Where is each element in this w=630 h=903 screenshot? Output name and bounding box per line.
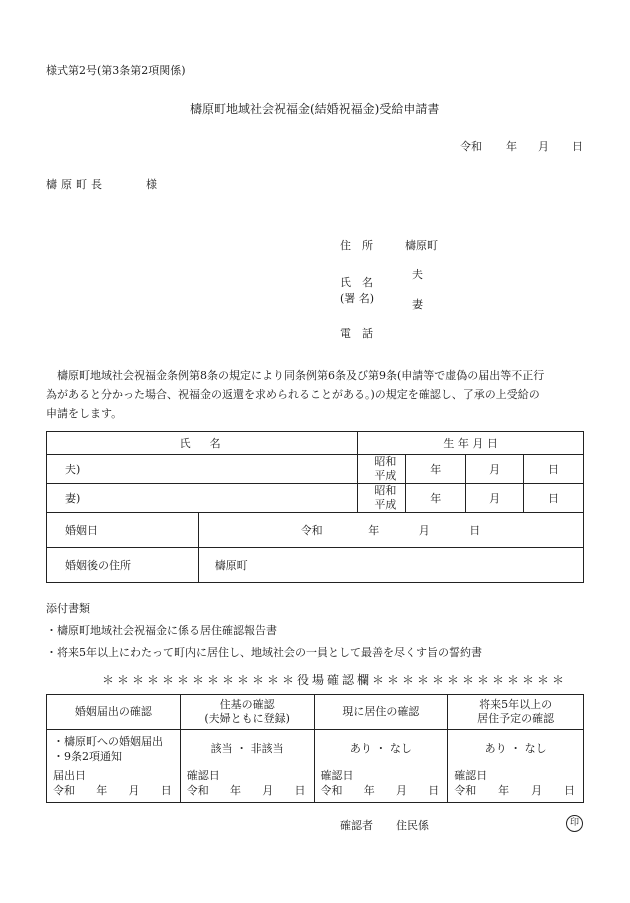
table-row (47, 484, 584, 513)
date-label: 届出日 (53, 769, 86, 782)
office-banner: ＊＊＊＊＊＊＊＊＊＊＊＊＊役場確認欄＊＊＊＊＊＊＊＊＊＊＊＊＊ (102, 673, 568, 687)
registry-choice[interactable]: 該当 ・ 非該当 (210, 742, 284, 755)
name-label: 氏 名 (340, 276, 373, 289)
name-header: 氏 名 (47, 432, 358, 455)
confirmer-dept: 住民係 (396, 819, 429, 832)
husband-name-cell[interactable]: 夫) (47, 455, 358, 484)
wife-month-cell[interactable]: 月 (466, 484, 524, 513)
marriage-date-cell[interactable] (198, 513, 583, 548)
office-body-row (47, 730, 584, 803)
date-year: 年 (506, 140, 517, 153)
addressee-name: 檮原町長 (46, 178, 106, 191)
date-row: 令和 年 月 日 (53, 784, 172, 797)
header-marriage-check: 婚姻届出の確認 (47, 695, 181, 730)
form-number: 様式第2号(第3条第2項関係) (46, 64, 186, 77)
era-option: 平成 (374, 469, 397, 482)
body-line: 申請をします。 (46, 407, 123, 420)
address-after-label: 婚姻後の住所 (47, 548, 199, 583)
wife-year-cell[interactable]: 年 (406, 484, 466, 513)
addressee-honorific: 様 (146, 178, 157, 191)
era-option: 昭和 (374, 484, 397, 497)
table-header-row (47, 432, 584, 455)
table-row (47, 548, 584, 583)
wife-era-cell (358, 484, 406, 513)
date-month: 月 (538, 140, 549, 153)
wife-name-cell[interactable]: 妻) (47, 484, 358, 513)
office-header-row (47, 695, 584, 730)
date-era: 令和 (460, 140, 482, 153)
date-row: 令和 年 月 日 (320, 784, 440, 797)
residence-registry-cell (180, 730, 314, 803)
date-label: 確認日 (454, 769, 488, 782)
era-option: 平成 (374, 498, 397, 511)
future-residence-cell (448, 730, 584, 803)
era-option: 昭和 (374, 455, 397, 468)
date-day: 日 (572, 140, 583, 153)
header-current-residence: 現に居住の確認 (314, 695, 448, 730)
marriage-check-cell (47, 730, 181, 803)
table-row (47, 455, 584, 484)
date-label: 確認日 (320, 769, 354, 782)
attachment-item: ・将来5年以上にわたって町内に居住し、地域社会の一員として最善を尽くす旨の誓約書 (46, 646, 482, 659)
office-confirmation-table (46, 694, 584, 803)
date-row: 令和 年 月 日 (186, 784, 306, 797)
current-residence-choice[interactable]: あり ・ なし (349, 742, 412, 755)
address-value: 檮原町 (405, 239, 438, 252)
table-row (47, 513, 584, 548)
wife-label: 妻 (412, 298, 423, 311)
husband-year-cell[interactable]: 年 (406, 455, 466, 484)
marriage-date-era: 令和 (300, 524, 323, 537)
wife-day-cell[interactable]: 日 (524, 484, 584, 513)
future-residence-choice[interactable]: あり ・ なし (484, 742, 547, 755)
address-label: 住 所 (340, 239, 373, 252)
husband-label: 夫 (412, 268, 423, 281)
date-label: 確認日 (186, 769, 220, 782)
header-residence-registry: 住基の確認 (夫婦ともに登録) (180, 695, 314, 730)
application-table (46, 431, 584, 583)
header-future-residence: 将来5年以上の 居住予定の確認 (448, 695, 584, 730)
body-line: 為があると分かった場合、祝福金の返還を求められることがある。)の規定を確認し、了承の上受給の (46, 388, 540, 401)
confirmer-label: 確認者 (340, 819, 373, 832)
marriage-date-month: 月 (418, 524, 430, 537)
husband-day-cell[interactable]: 日 (524, 455, 584, 484)
marriage-check-item: ・9条2項通知 (53, 750, 122, 763)
document-title: 檮原町地域社会祝福金(結婚祝福金)受給申請書 (190, 102, 440, 116)
husband-month-cell[interactable]: 月 (466, 455, 524, 484)
phone-label: 電 話 (340, 327, 373, 340)
marriage-date-day: 日 (469, 524, 481, 537)
husband-era-cell (358, 455, 406, 484)
date-row: 令和 年 月 日 (454, 784, 575, 797)
marriage-date-label: 婚姻日 (47, 513, 199, 548)
address-after-cell[interactable]: 檮原町 (198, 548, 583, 583)
seal-icon: 印 (566, 815, 583, 832)
sign-label: (署 名) (340, 292, 375, 305)
body-line: 檮原町地域社会祝福金条例第8条の規定により同条例第6条及び第9条(申請等で虚偽の届出等不正行 (46, 369, 545, 382)
attachment-item: ・檮原町地域社会祝福金に係る居住確認報告書 (46, 624, 277, 637)
marriage-date-year: 年 (368, 524, 380, 537)
attachments-title: 添付書類 (46, 602, 90, 615)
marriage-check-item: ・檮原町への婚姻届出 (53, 735, 163, 748)
birth-header: 生 年 月 日 (358, 432, 584, 455)
current-residence-cell (314, 730, 448, 803)
